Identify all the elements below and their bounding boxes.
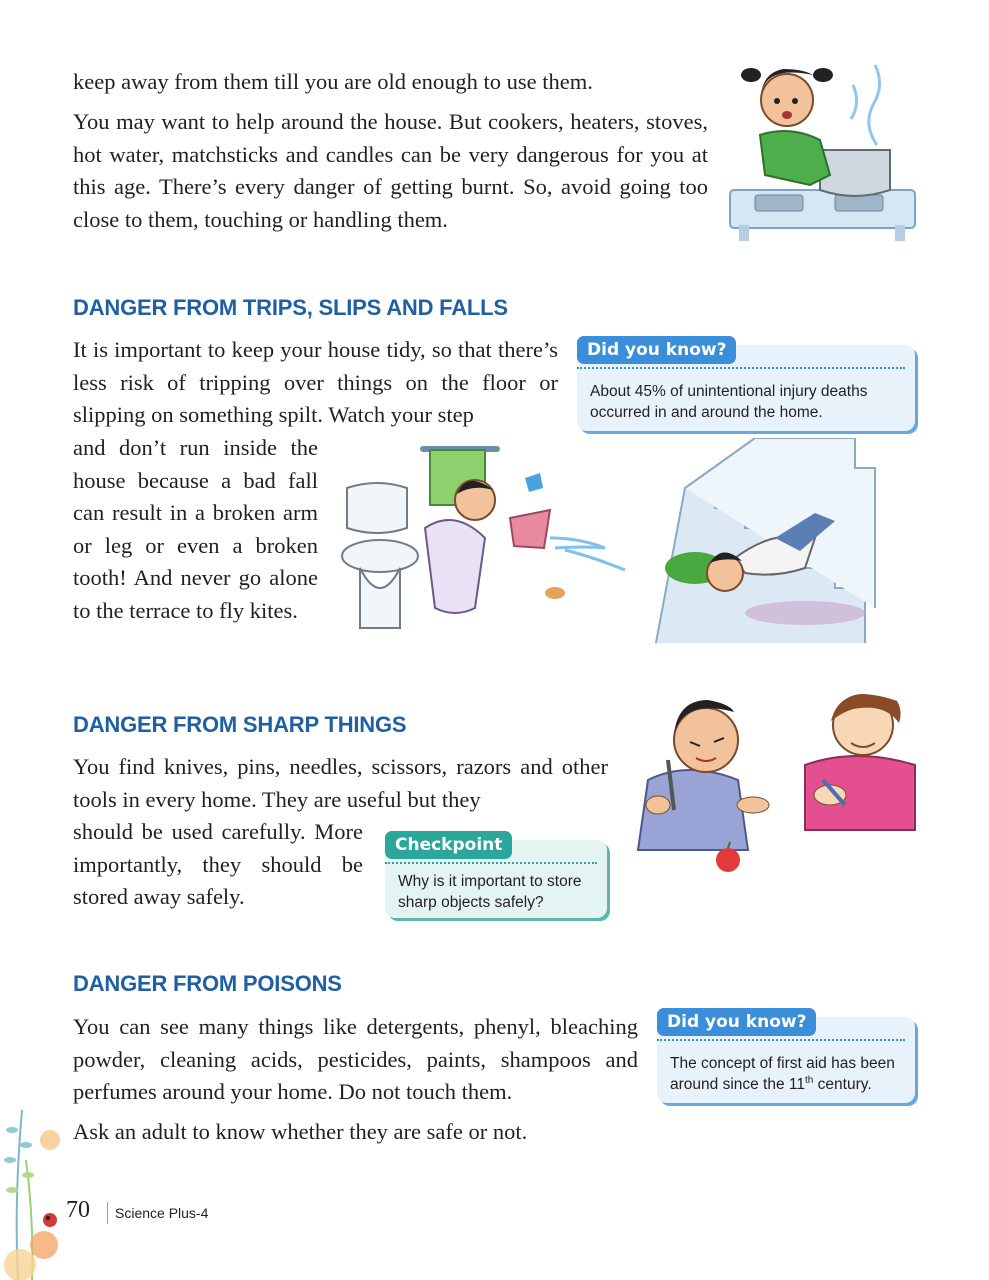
trips-text-rest: and don’t run inside the house because a bad fall can result in a broken arm or leg or even a broken tooth! And never go alone to the terrace to fly kites.: [73, 435, 318, 623]
girl-cooking-illustration: [725, 55, 920, 245]
intro-line: keep away from them till you are old enough to use them.: [73, 69, 593, 94]
stairs-fall-illustration: [655, 438, 915, 643]
sharp-text-rest: should be used carefully. More importantly, they should be stored away safely.: [73, 819, 363, 909]
page-number: 70: [66, 1197, 90, 1223]
footer-divider: [107, 1202, 108, 1224]
bathroom-slip-illustration: [335, 438, 640, 643]
did-you-know-text: [670, 1053, 905, 1095]
dotted-divider: [657, 1039, 905, 1041]
section-heading-sharp: DANGER FROM SHARP THINGS: [73, 712, 407, 737]
section-heading-trips: DANGER FROM TRIPS, SLIPS AND FALLS: [73, 295, 508, 320]
did-you-know-callout-2: [657, 1012, 915, 1103]
first-aid-text-before: The concept of first aid has been around since the 11: [670, 1055, 895, 1093]
checkpoint-tag: Checkpoint: [385, 831, 512, 859]
did-you-know-callout-1: [577, 340, 915, 431]
dotted-divider: [577, 367, 905, 369]
sharp-text-top: You find knives, pins, needles, scissors, razors and other tools in every home. They are useful but they: [73, 754, 608, 812]
trips-text-top: It is important to keep your house tidy, so that there’s less risk of tripping over things on the floor or slipping on something spilt. Watch your step: [73, 337, 558, 427]
checkpoint-callout: [385, 835, 607, 918]
first-aid-text-after: century.: [813, 1076, 872, 1093]
dotted-divider: [385, 862, 597, 864]
floral-decoration: [0, 1100, 70, 1280]
boy-with-pencil-illustration: [795, 685, 925, 835]
checkpoint-text: Why is it important to store sharp objects safely?: [398, 873, 582, 911]
section-heading-poisons: DANGER FROM POISONS: [73, 971, 342, 996]
did-you-know-tag: Did you know?: [657, 1008, 816, 1036]
poisons-text-1: You can see many things like detergents, phenyl, bleaching powder, cleaning acids, pesticides, paints, shampoos and perfumes around your home. Do not touch them.: [73, 1014, 638, 1104]
book-title: Science Plus-4: [115, 1205, 209, 1221]
ordinal-suffix: th: [805, 1074, 814, 1086]
did-you-know-text: About 45% of unintentional injury deaths occurred in and around the home.: [590, 383, 868, 421]
did-you-know-tag: Did you know?: [577, 336, 736, 364]
boy-with-knife-illustration: [628, 690, 778, 880]
intro-paragraph: You may want to help around the house. But cookers, heaters, stoves, hot water, matchsticks and candles can be very dangerous for you at this age. There’s every danger of getting burnt. So, avoid going too close to them, touching or handling them.: [73, 109, 708, 232]
poisons-text-2: Ask an adult to know whether they are safe or not.: [73, 1119, 528, 1144]
